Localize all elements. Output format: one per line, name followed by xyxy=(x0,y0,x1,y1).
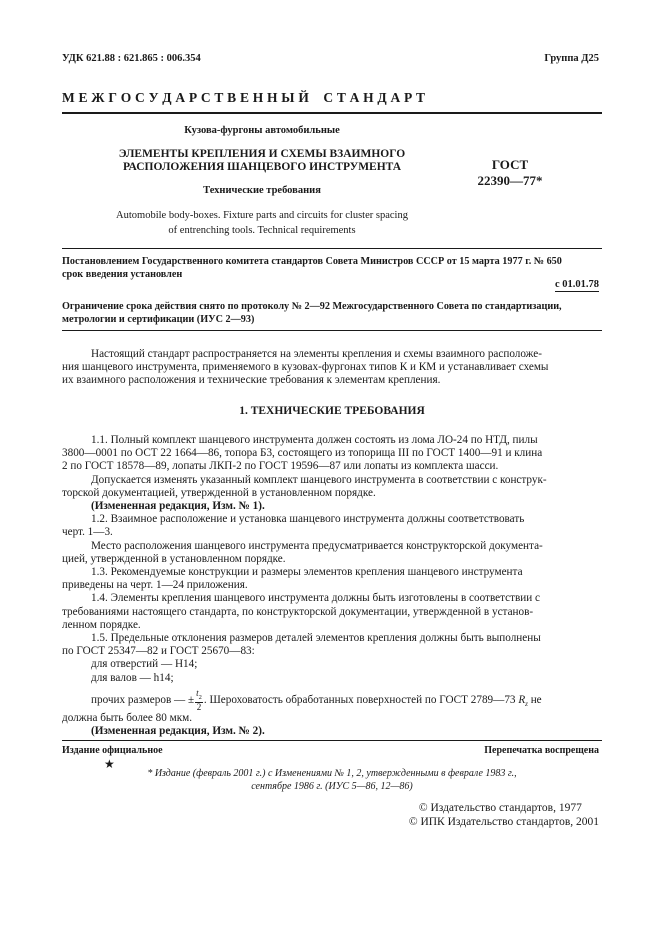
footer-rule xyxy=(62,740,602,741)
intro-line-3: их взаимного расположения и технические требования к элементам крепления. xyxy=(62,374,441,387)
subtitle: Технические требования xyxy=(203,185,321,196)
rz-subscript: z xyxy=(525,700,528,709)
fraction-numerator xyxy=(195,689,203,703)
clause-1-5-line-1: 1.5. Предельные отклонения размеров деталей элементов крепления должны быть выполнены xyxy=(91,632,541,645)
tolerance-other-prefix: прочих размеров — ± xyxy=(91,693,195,706)
banner-rule xyxy=(62,112,602,114)
tolerance-holes: для отверстий — Н14; xyxy=(91,658,198,671)
decree-rule xyxy=(62,330,602,331)
decree-line-2: срок введения установлен xyxy=(62,269,183,280)
copyright-1977: © Издательство стандартов, 1977 xyxy=(418,802,582,814)
clause-1-1-line-2: 3800—0001 по ОСТ 22 1664—86, топора Б3, состоящего из топорища III по ГОСТ 1400—91 и клина xyxy=(62,447,543,460)
tolerance-fraction xyxy=(195,689,203,712)
official-edition: Издание официальное xyxy=(62,745,163,756)
clause-1-3-line-2: приведены на черт. 1—24 приложения. xyxy=(62,579,248,592)
roughness-text: . Шероховатость обработанных поверхностей по ГОСТ 2789—73 xyxy=(203,693,516,706)
edition-note xyxy=(62,768,602,793)
restriction-line-2: метрологии и сертификации (ИУС 2—93) xyxy=(62,314,255,325)
section-heading: 1. ТЕХНИЧЕСКИЕ ТРЕБОВАНИЯ xyxy=(239,405,425,417)
clause-1-2b-line-1: Место расположения шанцевого инструмента предусматривается конструкторской документа- xyxy=(91,539,543,552)
english-line-2: of entrenching tools. Technical requirements xyxy=(168,224,356,236)
star-icon: ★ xyxy=(104,757,115,771)
clause-1-1-line-1: 1.1. Полный комплект шанцевого инструмента должен состоять из лома ЛО-24 по НТД, пилы xyxy=(91,434,538,446)
clause-1-4-line-3: ленном порядке. xyxy=(62,618,141,631)
reprint-notice: Перепечатка воспрещена xyxy=(484,745,599,756)
restriction-line-1: Ограничение срока действия снято по протоколу № 2—92 Межгосударственного Совета по стандартизации, xyxy=(62,301,562,312)
clause-1-3-line-1: 1.3. Рекомендуемые конструкции и размеры элементов крепления шанцевого инструмента xyxy=(91,566,523,579)
tolerance-shafts: для валов — h14; xyxy=(91,671,174,684)
edition-line-2: сентябре 1986 г. (ИУС 5—86, 12—86) xyxy=(251,780,413,792)
english-line-1: Automobile body-boxes. Fixture parts and circuits for cluster spacing xyxy=(116,210,408,221)
gost-designation xyxy=(460,157,560,189)
clause-1-4-line-1: 1.4. Элементы крепления шанцевого инструмента должны быть изготовлены в соответствии с xyxy=(91,592,541,605)
title-line-1: ЭЛЕМЕНТЫ КРЕПЛЕНИЯ И СХЕМЫ ВЗАИМНОГО xyxy=(118,148,406,160)
intro-line-2: ния шанцевого инструмента, применяемого в кузовах-фургонах типов К и КМ и устанавливает схемы xyxy=(62,361,549,374)
amendment-1: (Измененная редакция, Изм. № 1). xyxy=(91,500,265,513)
decree xyxy=(62,255,562,281)
fraction-denominator: 2 xyxy=(196,701,202,712)
clause-1-2b-line-2: цией, утвержденной в установленном порядке. xyxy=(62,552,286,565)
gost-number: 22390—77* xyxy=(477,173,543,188)
clause-1-2-line-2: черт. 1—3. xyxy=(62,526,113,539)
title-line-2: РАСПОЛОЖЕНИЯ ШАНЦЕВОГО ИНСТРУМЕНТА xyxy=(122,161,402,173)
copyright-2001: © ИПК Издательство стандартов, 2001 xyxy=(408,816,599,828)
copyright-block xyxy=(409,801,599,829)
amendment-2: (Измененная редакция, Изм. № 2). xyxy=(91,724,265,737)
document-title xyxy=(62,148,462,174)
restriction-note xyxy=(62,300,562,326)
rz-symbol: R xyxy=(518,693,526,706)
tolerance-other-line xyxy=(62,689,602,712)
clause-1-1b-line-2: торской документацией, утвержденной в установленном порядке. xyxy=(62,486,376,499)
clause-1-1-line-3: 2 по ГОСТ 18578—89, лопаты ЛКП-2 по ГОСТ 19596—87 или лопаты из комплекта шасси. xyxy=(62,460,499,473)
fraction-numerator-symbol: t xyxy=(196,687,199,698)
title-rule xyxy=(62,248,602,249)
section-body xyxy=(62,434,602,738)
edition-line-1: * Издание (февраль 2001 г.) с Изменениями № 1, 2, утвержденными в феврале 1983 г., xyxy=(147,768,517,779)
group-code: Группа Д25 xyxy=(544,53,599,64)
udk-code: УДК 621.88 : 621.865 : 006.354 xyxy=(62,53,201,64)
roughness-end: не xyxy=(530,693,542,706)
fraction-numerator-subscript: 2 xyxy=(198,693,202,701)
gost-label: ГОСТ xyxy=(491,157,529,172)
intro-paragraph xyxy=(62,348,602,388)
clause-1-2-line-1: 1.2. Взаимное расположение и установка шанцевого инструмента должны соответствовать xyxy=(91,513,525,526)
decree-line-1: Постановлением Государственного комитета стандартов Совета Министров СССР от 15 марта 1977 г. № 650 xyxy=(62,256,562,267)
clause-1-1b-line-1: Допускается изменять указанный комплект шанцевого инструмента в соответствии с конструк- xyxy=(91,473,547,486)
banner: М Е Ж Г О С У Д А Р С Т В Е Н Н Ы Й С Т А Н Д А Р Т xyxy=(62,90,426,105)
clause-1-5-line-2: по ГОСТ 25347—82 и ГОСТ 25670—83: xyxy=(62,645,255,658)
effective-date: с 01.01.78 xyxy=(554,279,599,290)
clause-1-5-last-line: должна быть более 80 мкм. xyxy=(62,711,193,724)
intro-line-1: Настоящий стандарт распространяется на элементы крепления и схемы взаимного расположе- xyxy=(91,348,542,360)
clause-1-4-line-2: требованиями настоящего стандарта, по конструкторской документации, утвержденной в установ- xyxy=(62,605,534,618)
english-title xyxy=(62,209,462,238)
category: Кузова-фургоны автомобильные xyxy=(184,125,340,136)
